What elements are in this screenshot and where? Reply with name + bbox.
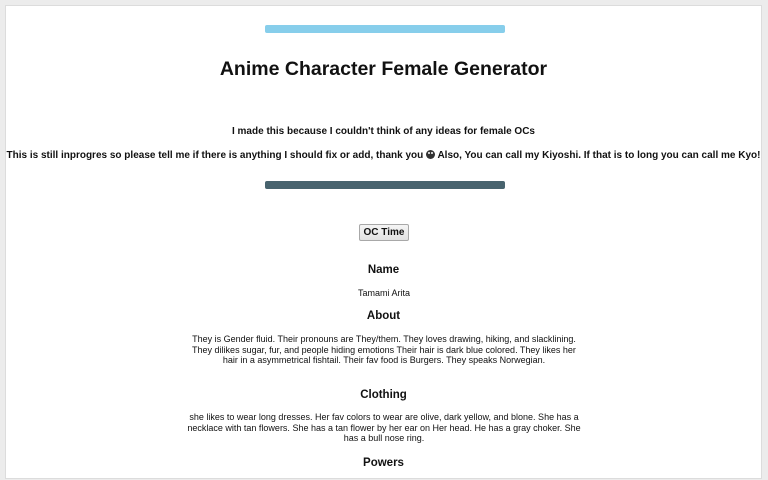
author-notice-text-start: This is still inprogres so please tell me if there is anything I should fix or add, thank you [6, 150, 427, 161]
about-text: They is Gender fluid. Their pronouns are They/them. They loves drawing, hiking, and slacklining. They dilikes sugar, fur, and people hiding emotions Their hair is dark blue colored. They likes her hair in a asymmetrical fishtail. Their fav food is Burgers. They speaks Norwegian. [192, 334, 576, 366]
page-title-text: Anime Character Female Generator [219, 58, 548, 80]
name-heading: Name [367, 264, 400, 276]
decorative-divider-bar [265, 181, 505, 189]
powers-heading: Powers [363, 457, 404, 469]
author-notice [6, 150, 761, 162]
grinning-face-emoji-icon [426, 150, 435, 159]
decorative-top-bar [265, 25, 505, 33]
generator-page [5, 5, 762, 479]
about-heading: About [366, 310, 401, 322]
author-notice-text-end: Also, You can call my Kiyoshi. If that is to long you can call me Kyo! [435, 150, 761, 161]
clothing-heading: Clothing [360, 389, 407, 401]
name-value: Tamami Arita [357, 288, 410, 298]
clothing-text: she likes to wear long dresses. Her fav colors to wear are olive, dark yellow, and blone. She has a necklace with tan flowers. She has a tan flower by her ear on Her head. He has a gray choker. She has a bull nose ring. [187, 412, 581, 444]
page-subtitle: I made this because I couldn't think of any ideas for female OCs [231, 126, 535, 137]
oc-time-button[interactable]: OC Time [359, 224, 409, 241]
page-title [6, 58, 761, 81]
